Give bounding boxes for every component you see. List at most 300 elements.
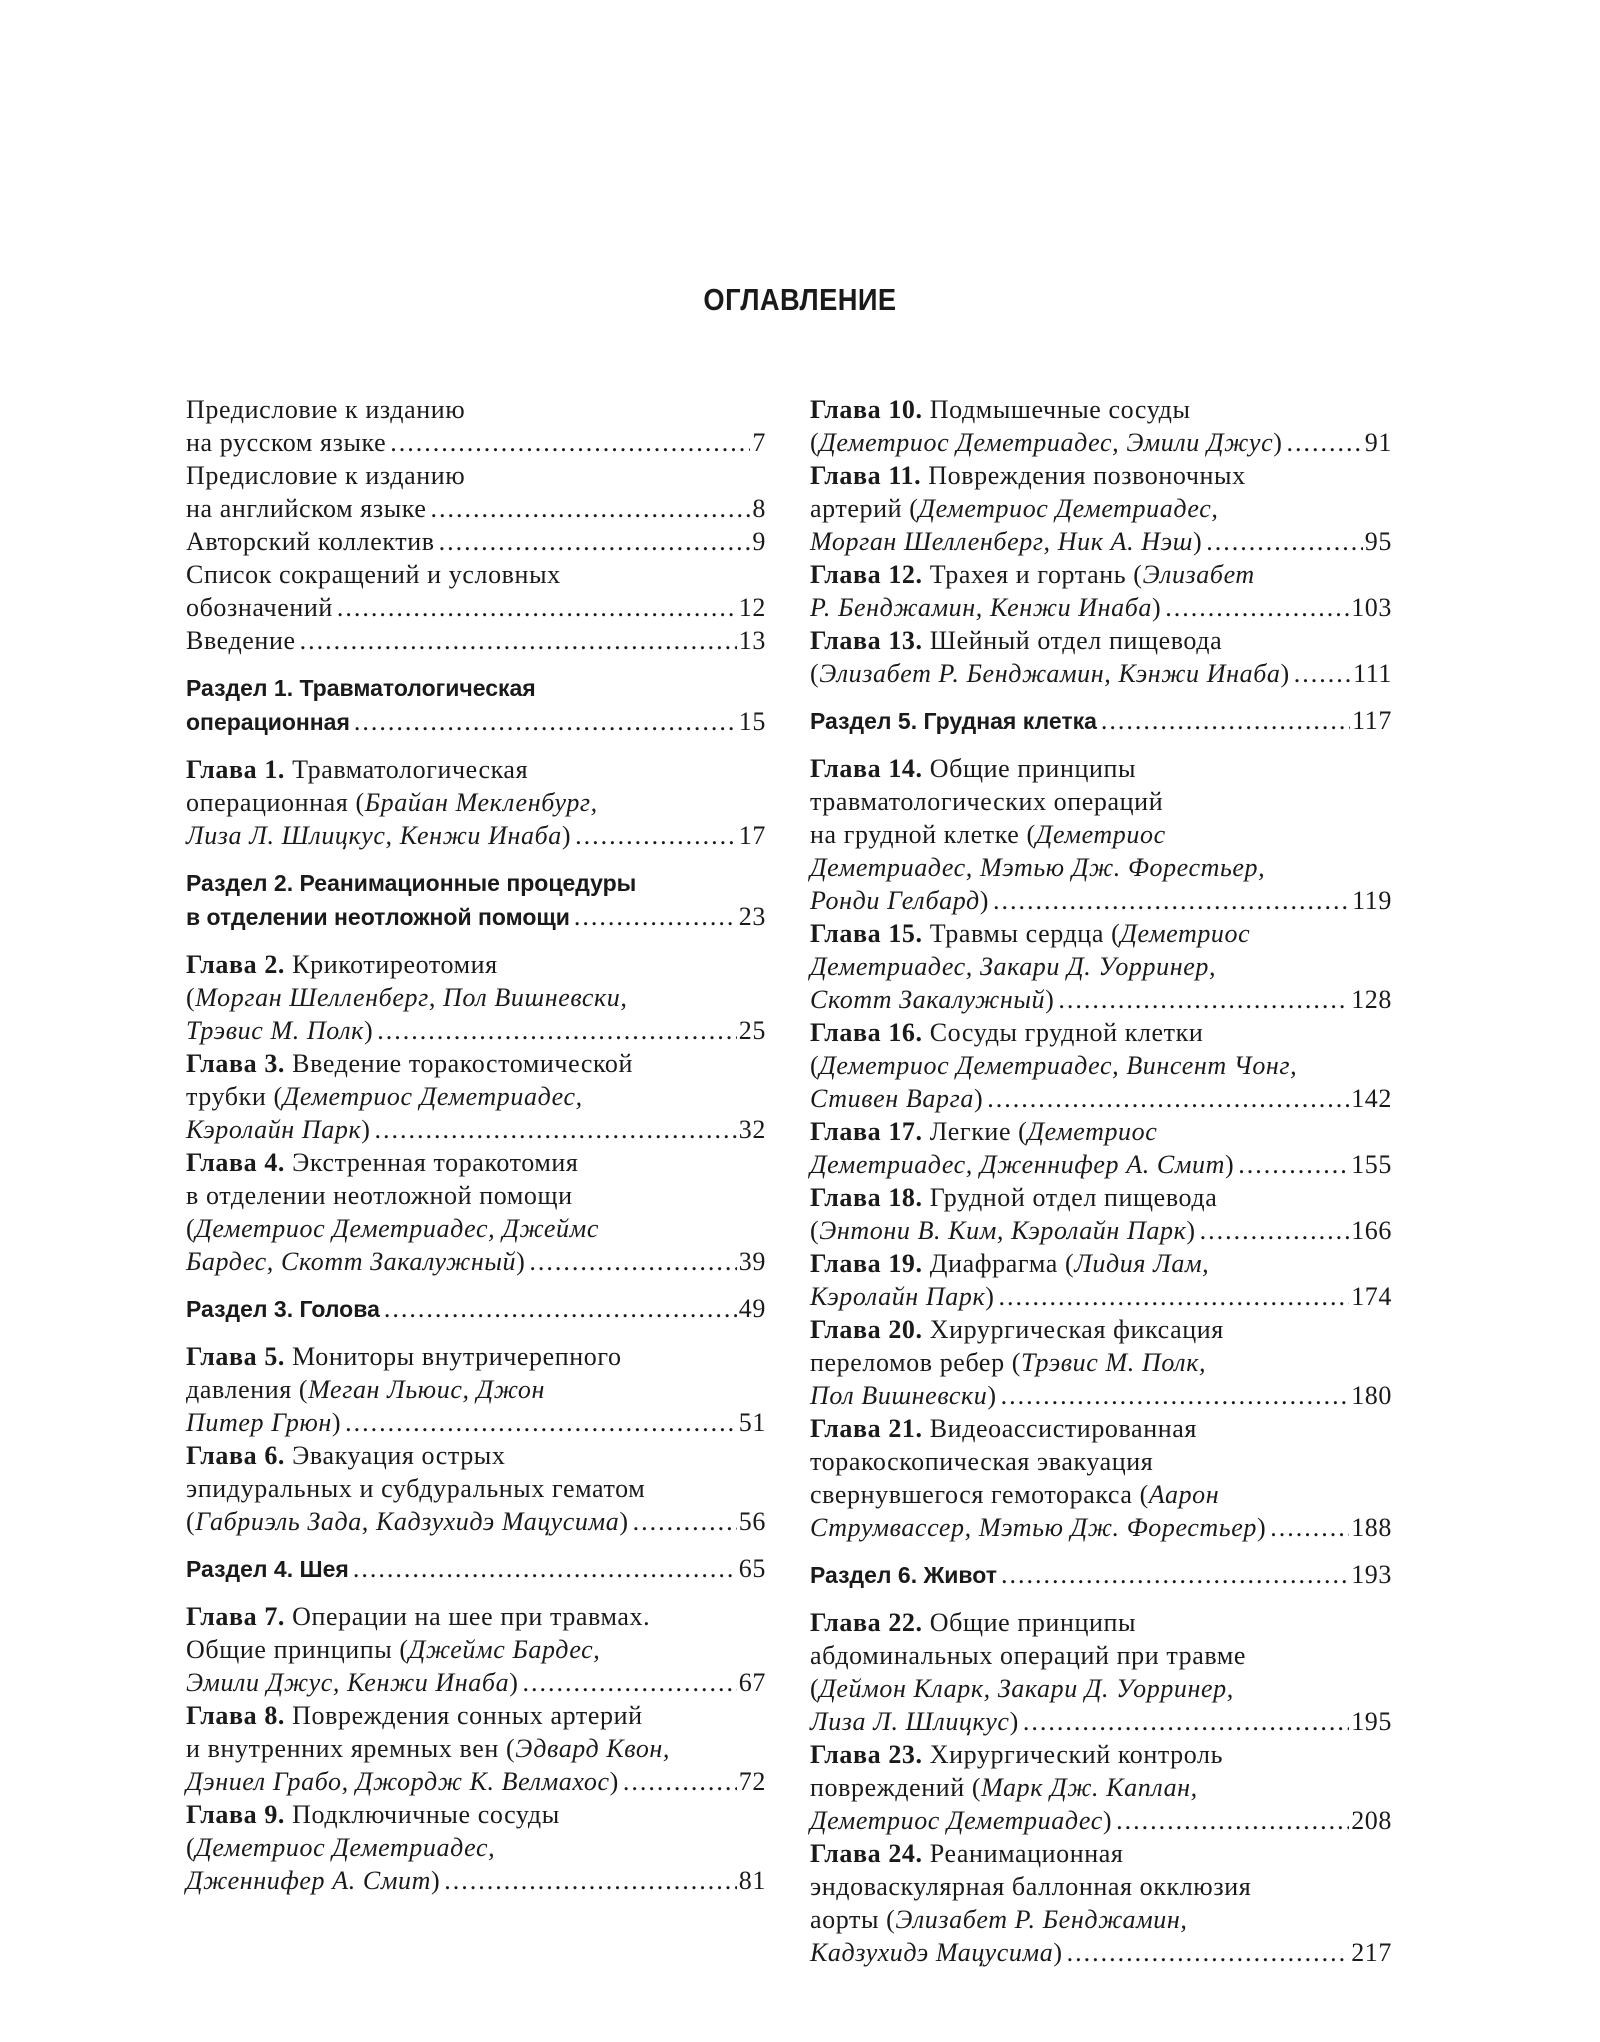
dot-leader [633,1505,737,1538]
entry-text: Общие принципы ( [186,1635,409,1664]
entry-text: Введение торакостомической [285,1049,634,1078]
entry-line [186,1373,766,1406]
entry-line [186,1732,766,1765]
chapter-number: Глава 7. [186,1602,286,1631]
entry-text: аорты ( [810,1905,896,1934]
entry-text: ( [810,428,820,457]
section-title: операционная [186,709,350,735]
page-number: 188 [1351,1513,1392,1542]
entry-text: ) [1256,1513,1267,1542]
entry-text [810,591,1161,624]
chapter-number: Глава 19. [810,1249,923,1278]
dot-leader [337,591,737,624]
entry-line [186,1699,766,1732]
entry-line [810,1606,1392,1639]
entry-line [186,671,766,705]
chapter-number: Глава 1. [186,755,286,784]
dot-leader [1058,983,1349,1016]
chapter-number: Глава 13. [810,626,923,655]
entry-last-line [186,591,766,624]
entry-text: Травматологическая [285,755,529,784]
dot-leader [375,1113,737,1146]
entry-text [186,819,571,852]
toc-chapter-entry[interactable] [810,558,1392,624]
toc-chapter-entry[interactable] [186,1047,766,1146]
dot-leader [987,1082,1349,1115]
dot-leader [444,1864,737,1897]
entry-text: Диафрагма ( [922,1249,1075,1278]
chapter-authors: Деметриос Деметриадес [810,1806,1103,1835]
entry-line [186,1340,766,1373]
entry-text: ) [1045,985,1055,1014]
chapter-authors: Кэролайн Парк [186,1115,362,1144]
entry-line [186,1047,766,1080]
entry-line [186,1633,766,1666]
toc-right-column [810,393,1392,1969]
entry-text: операционная ( [186,788,365,817]
chapter-authors: Деметриос [1120,919,1251,948]
page-number: 166 [1351,1216,1392,1245]
entry-text: ) [1280,659,1290,688]
chapter-authors: Деметриос Деметриадес, [918,494,1219,523]
entry-last-line [186,1245,766,1278]
chapter-authors: Стивен Варга [810,1084,974,1113]
entry-text: ) [1225,1150,1235,1179]
chapter-number: Глава 12. [810,560,923,589]
entry-line [810,950,1392,983]
entry-text: Общие принципы [922,1608,1137,1637]
entry-line [810,1837,1392,1870]
entry-text [810,1148,1234,1181]
page-number: 72 [738,1767,766,1796]
page-number: 49 [738,1294,766,1323]
entry-text: Хирургический контроль [922,1740,1224,1769]
entry-text: Введение [186,626,296,655]
entry-text: Легкие ( [922,1117,1028,1146]
entry-text: ) [1192,527,1203,556]
chapter-authors: Деметриос [1027,1117,1158,1146]
entry-text: Подмышечные сосуды [922,395,1191,424]
entry-line [810,1247,1392,1280]
chapter-authors: Элизабет Р. Бенджамин, [895,1905,1188,1934]
entry-text: на грудной клетке ( [810,820,1036,849]
entry-line [186,1212,766,1245]
chapter-number: Глава 10. [810,395,923,424]
chapter-authors: Ронди Гелбард [810,886,980,915]
entry-text [810,1082,983,1115]
chapter-authors: Габриэль Зада, Кадзухидэ Мацусима [195,1507,620,1536]
dot-leader [1286,426,1362,459]
entry-last-line [810,1082,1392,1115]
toc-chapter-entry[interactable] [186,1439,766,1538]
entry-text [186,1014,373,1047]
chapter-number: Глава 3. [186,1049,286,1078]
toc-chapter-entry[interactable] [810,1016,1392,1115]
chapter-number: Глава 23. [810,1740,923,1769]
toc-front-entry[interactable] [186,558,766,624]
section-title: Раздел 2. Реанимационные процедуры [186,870,637,896]
entry-text: Подключичные сосуды [285,1800,560,1829]
entry-text [186,1666,518,1699]
entry-text: на английском языке [186,494,427,523]
entry-text: Авторский коллектив [186,527,435,556]
entry-last-line [186,1864,766,1897]
entry-last-line [186,624,766,657]
dot-leader [354,705,737,738]
entry-last-line [810,1936,1392,1969]
page-number: 95 [1364,527,1392,556]
chapter-authors: Брайан Мекленбург, [364,788,598,817]
toc-section-entry[interactable] [186,1552,766,1586]
entry-text [810,983,1054,1016]
chapter-authors: Трэвис М. Полк, [1021,1348,1207,1377]
entry-last-line [186,1406,766,1439]
entry-line [810,785,1392,818]
entry-text [810,1214,1196,1247]
entry-line [186,1439,766,1472]
entry-text [810,1936,1063,1969]
chapter-authors: Бардес, Скотт Закалужный [186,1247,517,1276]
entry-text: ) [1273,428,1283,457]
entry-text: абдоминальных операций при травме [810,1641,1247,1670]
toc-section-entry[interactable] [810,704,1392,738]
entry-text: ) [1102,1806,1113,1835]
entry-last-line [810,1379,1392,1412]
toc-chapter-entry[interactable] [810,1412,1392,1544]
dot-leader [300,624,737,657]
dot-leader [1294,657,1351,690]
entry-line [810,1771,1392,1804]
toc-chapter-entry[interactable] [186,1146,766,1278]
entry-text: ) [561,821,572,850]
entry-last-line [186,1113,766,1146]
chapter-number: Глава 2. [186,950,286,979]
toc-chapter-entry[interactable] [810,624,1392,690]
chapter-authors: Деметриос Деметриадес, Эмили Джус [819,428,1274,457]
page-number: 193 [1351,1560,1392,1589]
entry-line [810,1738,1392,1771]
entry-line [810,1672,1392,1705]
entry-last-line [186,1666,766,1699]
dot-leader [1270,1511,1349,1544]
toc-chapter-entry[interactable] [186,1699,766,1798]
chapter-number: Глава 16. [810,1018,923,1047]
entry-text [810,657,1290,690]
toc-chapter-entry[interactable] [810,393,1392,459]
toc-chapter-entry[interactable] [810,1115,1392,1181]
entry-text: эндоваскулярная баллонная окклюзия [810,1872,1252,1901]
entry-text [186,1505,629,1538]
page-number: 15 [738,707,766,736]
entry-text: артерий ( [810,494,919,523]
dot-leader [1067,1936,1350,1969]
entry-line [186,866,766,900]
dot-leader [529,1245,736,1278]
page-number: 217 [1351,1938,1392,1967]
chapter-authors: Деметриос [1035,820,1166,849]
chapter-number: Глава 4. [186,1148,286,1177]
entry-line [810,1870,1392,1903]
entry-last-line [186,1292,766,1326]
toc-chapter-entry[interactable] [186,753,766,852]
chapter-authors: Деметриос Деметриадес, [195,1833,496,1862]
section-title: Раздел 6. Живот [810,1562,998,1588]
entry-text: в отделении неотложной помощи [186,1181,573,1210]
chapter-number: Глава 22. [810,1608,923,1637]
entry-text: обозначений [186,593,333,622]
toc-chapter-entry[interactable] [810,1247,1392,1313]
entry-text: ) [509,1668,519,1697]
entry-line [186,558,766,591]
dot-leader [575,819,737,852]
toc-chapter-entry[interactable] [810,1181,1392,1247]
entry-text [810,1804,1112,1837]
chapter-number: Глава 5. [186,1342,286,1371]
toc-chapter-entry[interactable] [810,1606,1392,1738]
page-number: 7 [752,428,766,457]
toc-chapter-entry[interactable] [810,752,1392,917]
entry-last-line [810,1558,1392,1592]
entry-last-line [186,1014,766,1047]
entry-text: Грудной отдел пищевода [922,1183,1218,1212]
dot-leader [1165,591,1349,624]
section-title: Раздел 3. Голова [186,1296,380,1322]
entry-text: ) [979,886,990,915]
chapter-number: Глава 17. [810,1117,923,1146]
chapter-number: Глава 6. [186,1441,286,1470]
chapter-authors: Деметриадес, Мэтью Дж. Форестьер, [810,853,1266,882]
chapter-number: Глава 11. [810,461,922,490]
entry-last-line [186,492,766,525]
entry-last-line [810,884,1392,917]
page-number: 117 [1352,706,1392,735]
toc-chapter-entry[interactable] [810,917,1392,1016]
entry-last-line [186,819,766,852]
entry-line [810,1115,1392,1148]
entry-text: торакоскопическая эвакуация [810,1447,1154,1476]
toc-chapter-entry[interactable] [810,1738,1392,1837]
chapter-authors: Р. Бенджамин, Кенжи Инаба [810,593,1153,622]
entry-text: Мониторы внутричерепного [285,1342,622,1371]
entry-text: ) [985,1282,995,1311]
dot-leader [1238,1148,1349,1181]
page-number: 12 [738,593,766,622]
dot-leader [384,1292,737,1325]
chapter-authors: Деймон Кларк, Закари Д. Уорринер, [819,1674,1234,1703]
chapter-authors: Скотт Закалужный [810,985,1046,1014]
entry-text: ) [987,1381,997,1410]
chapter-authors: Джеймс Бардес, [408,1635,601,1664]
page-number: 39 [738,1247,766,1276]
entry-text: ) [363,1016,374,1045]
entry-last-line [810,1705,1392,1738]
entry-line [810,393,1392,426]
chapter-number: Глава 8. [186,1701,286,1730]
page-number: 81 [738,1866,766,1895]
entry-last-line [186,705,766,739]
entry-text [810,1705,1019,1738]
page-number: 67 [738,1668,766,1697]
chapter-authors: Лиза Л. Шлицкус, Кенжи Инаба [186,821,562,850]
chapter-authors: Меган Льюис, Джон [308,1375,546,1404]
entry-text: Трахея и гортань ( [922,560,1143,589]
entry-line [810,1903,1392,1936]
dot-leader [1116,1804,1349,1837]
entry-last-line [186,1765,766,1798]
toc-section-entry[interactable] [186,671,766,739]
entry-line [810,558,1392,591]
chapter-authors: Морган Шелленберг, Ник А. Нэш [810,527,1193,556]
entry-last-line [810,1148,1392,1181]
entry-text [810,1379,997,1412]
entry-text: свернувшегося гемоторакса ( [810,1480,1149,1509]
chapter-authors: Элизабет [1142,560,1255,589]
entry-last-line [186,900,766,934]
entry-text [810,884,989,917]
toc-chapter-entry[interactable] [810,1313,1392,1412]
chapter-authors: Питер Грюн [186,1408,332,1437]
dot-leader [623,1765,737,1798]
entry-text: повреждений ( [810,1773,982,1802]
entry-last-line [810,1511,1392,1544]
entry-last-line [810,1280,1392,1313]
entry-line [810,818,1392,851]
page-number: 51 [738,1408,766,1437]
toc-front-entry[interactable] [186,459,766,525]
entry-text: Видеоассистированная [922,1414,1197,1443]
chapter-authors: Элизабет Р. Бенджамин, Кэнжи Инаба [819,659,1281,688]
entry-text: ) [609,1767,619,1796]
entry-text: Хирургическая фиксация [922,1315,1224,1344]
chapter-authors: Дэниел Грабо, Джордж К. Велмахос [186,1767,610,1796]
dot-leader [522,1666,736,1699]
chapter-number: Глава 24. [810,1839,923,1868]
entry-line [810,1346,1392,1379]
toc-chapter-entry[interactable] [186,1340,766,1439]
toc-section-entry[interactable] [810,1558,1392,1592]
page-number: 111 [1353,659,1392,688]
dot-leader [1023,1705,1349,1738]
entry-line [186,1831,766,1864]
dot-leader [999,1280,1350,1313]
toc-front-entry[interactable] [186,525,766,558]
chapter-authors: Кэролайн Парк [810,1282,986,1311]
dot-leader [439,525,751,558]
entry-text: Травмы сердца ( [922,919,1121,948]
entry-last-line [186,426,766,459]
toc-left-column [186,393,766,1897]
entry-text: ( [810,659,820,688]
entry-line [810,1412,1392,1445]
dot-leader [345,1406,737,1439]
toc-chapter-entry[interactable] [810,1837,1392,1969]
entry-text [810,1511,1266,1544]
entry-text: Эвакуация острых [285,1441,506,1470]
entry-text: ( [186,1214,196,1243]
entry-text: Сосуды грудной клетки [922,1018,1204,1047]
entry-text: Крикотиреотомия [285,950,498,979]
chapter-authors: Эдвард Квон, [515,1734,671,1763]
entry-text: Экстренная торакотомия [285,1148,579,1177]
entry-line [810,1016,1392,1049]
dot-leader [353,1552,737,1585]
dot-leader [1001,1379,1350,1412]
page-number: 56 [738,1507,766,1536]
dot-leader [1101,704,1350,737]
chapter-authors: Струмвассер, Мэтью Дж. Форестьер [810,1513,1257,1542]
entry-text: ) [331,1408,342,1437]
entry-text: ( [810,1674,820,1703]
entry-text [186,1406,341,1439]
entry-text: ( [186,1507,196,1536]
toc-section-entry[interactable] [186,1292,766,1326]
entry-text: Список сокращений и условных [186,560,561,589]
chapter-authors: Марк Дж. Каплан, [981,1773,1198,1802]
toc-chapter-entry[interactable] [186,1600,766,1699]
page-title: ОГЛАВЛЕНИЕ [703,282,897,317]
entry-text: переломов ребер ( [810,1348,1022,1377]
entry-text: травматологических операций [810,787,1164,816]
toc-front-entry[interactable] [186,393,766,459]
entry-text [810,426,1282,459]
chapter-authors: Деметриадес, Дженнифер А. Смит [810,1150,1226,1179]
dot-leader [993,884,1350,917]
toc-chapter-entry[interactable] [186,948,766,1047]
entry-text: на русском языке [186,428,387,457]
page-number: 25 [738,1016,766,1045]
entry-last-line [186,1505,766,1538]
chapter-authors: Энтони В. Ким, Кэролайн Парк [819,1216,1187,1245]
chapter-number: Глава 14. [810,754,923,783]
entry-text [810,525,1202,558]
entry-line [810,459,1392,492]
entry-text [186,1245,525,1278]
section-title: в отделении неотложной помощи [186,904,570,930]
entry-line [186,459,766,492]
chapter-number: Глава 18. [810,1183,923,1212]
chapter-authors: Деметриос Деметриадес, [282,1082,583,1111]
toc-chapter-entry[interactable] [186,1798,766,1897]
dot-leader [390,426,750,459]
entry-text: Повреждения сонных артерий [285,1701,643,1730]
entry-text [810,1280,995,1313]
entry-line [810,1445,1392,1478]
chapter-authors: Пол Вишневски [810,1381,988,1410]
entry-text: эпидуральных и субдуральных гематом [186,1474,646,1503]
chapter-authors: Деметриос Деметриадес, Джеймс [195,1214,599,1243]
dot-leader [1206,525,1363,558]
chapter-authors: Лиза Л. Шлицкус [810,1707,1010,1736]
entry-line [810,1639,1392,1672]
entry-last-line [810,525,1392,558]
chapter-number: Глава 20. [810,1315,923,1344]
page-number: 128 [1351,985,1392,1014]
entry-last-line [810,426,1392,459]
chapter-number: Глава 9. [186,1800,286,1829]
toc-chapter-entry[interactable] [810,459,1392,558]
entry-last-line [810,704,1392,738]
entry-text: ) [973,1084,984,1113]
chapter-authors: Дженнифер А. Смит [186,1866,432,1895]
entry-line [810,1478,1392,1511]
entry-line [186,1798,766,1831]
entry-line [810,1313,1392,1346]
toc-section-entry[interactable] [186,866,766,934]
chapter-authors: Трэвис М. Полк [186,1016,364,1045]
toc-front-entry[interactable] [186,624,766,657]
entry-line [810,624,1392,657]
entry-line [186,1600,766,1633]
